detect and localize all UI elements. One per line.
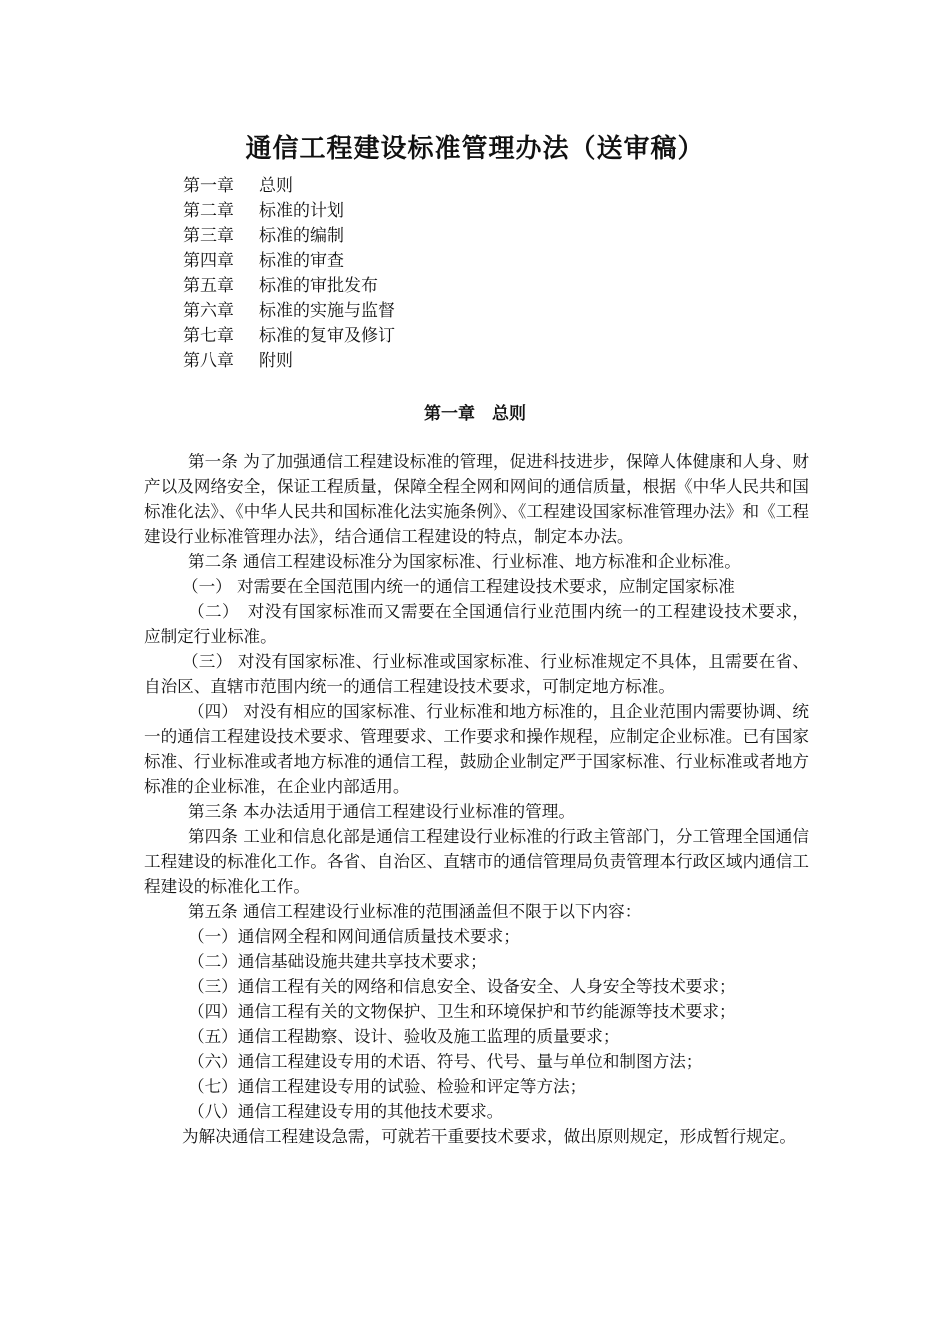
toc-chapter-number: 第七章 bbox=[183, 326, 234, 346]
toc-item bbox=[183, 174, 395, 199]
article-5-paragraph: 第五条 通信工程建设行业标准的范围涵盖但不限于以下内容： bbox=[188, 902, 642, 921]
toc-item bbox=[183, 324, 395, 349]
clause-paragraph: （三） 对没有国家标准、行业标准或国家标准、行业标准规定不具体，且需要在省、自治区、直辖市范围内统一的通信工程建设技术要求，可制定地方标准。 bbox=[144, 652, 809, 696]
toc-chapter-number: 第一章 bbox=[183, 176, 234, 196]
toc-item bbox=[183, 249, 395, 274]
article-4-paragraph: 第四条 工业和信息化部是通信工程建设行业标准的行政主管部门，分工管理全国通信工程建设的标准化工作。各省、自治区、直辖市的通信管理局负责管理本行政区域内通信工程建设的标准化工作。 bbox=[144, 827, 809, 896]
toc-chapter-name: 标准的实施与监督 bbox=[259, 301, 395, 321]
article-2-paragraph: 第二条 通信工程建设标准分为国家标准、行业标准、地方标准和企业标准。 bbox=[188, 552, 741, 571]
list-item: （七）通信工程建设专用的试验、检验和评定等方法； bbox=[188, 1077, 587, 1096]
toc-item bbox=[183, 199, 395, 224]
list-item: （八）通信工程建设专用的其他技术要求。 bbox=[188, 1102, 504, 1121]
toc-chapter-name: 标准的审查 bbox=[259, 251, 344, 271]
chapter-heading: 第一章 总则 bbox=[424, 404, 526, 424]
list-item: （二）通信基础设施共建共享技术要求； bbox=[188, 952, 487, 971]
toc-item bbox=[183, 274, 395, 299]
toc-chapter-name: 标准的审批发布 bbox=[259, 276, 378, 296]
closing-paragraph: 为解决通信工程建设急需，可就若干重要技术要求，做出原则规定，形成暂行规定。 bbox=[182, 1127, 796, 1146]
clause-paragraph: （二） 对没有国家标准而又需要在全国通信行业范围内统一的工程建设技术要求，应制定行业标准。 bbox=[144, 602, 809, 646]
list-item: （三）通信工程有关的网络和信息安全、设备安全、人身安全等技术要求； bbox=[188, 977, 736, 996]
toc-chapter-number: 第六章 bbox=[183, 301, 234, 321]
toc-item bbox=[183, 224, 395, 249]
toc-chapter-name: 标准的复审及修订 bbox=[259, 326, 395, 346]
toc-chapter-number: 第八章 bbox=[183, 351, 234, 371]
toc-chapter-name: 标准的计划 bbox=[259, 201, 344, 221]
clause-paragraph: （四） 对没有相应的国家标准、行业标准和地方标准的，且企业范围内需要协调、统一的通信工程建设技术要求、管理要求、工作要求和操作规程，应制定企业标准。已有国家标准、行业标准或者地方标准的通信工程，鼓励企业制定严于国家标准、行业标准或者地方标准的企业标准，在企业内部适用。 bbox=[144, 702, 809, 796]
toc-item bbox=[183, 299, 395, 324]
list-item: （六）通信工程建设专用的术语、符号、代号、量与单位和制图方法； bbox=[188, 1052, 703, 1071]
document-title: 通信工程建设标准管理办法（送审稿） bbox=[245, 134, 705, 164]
toc-item bbox=[183, 349, 395, 374]
clause-paragraph: （一） 对需要在全国范围内统一的通信工程建设技术要求，应制定国家标准 bbox=[182, 577, 735, 596]
toc-chapter-number: 第五章 bbox=[183, 276, 234, 296]
list-item: （五）通信工程勘察、设计、验收及施工监理的质量要求； bbox=[188, 1027, 620, 1046]
toc-chapter-number: 第二章 bbox=[183, 201, 234, 221]
list-item: （一）通信网全程和网间通信质量技术要求； bbox=[188, 927, 520, 946]
article-1-paragraph: 第一条 为了加强通信工程建设标准的管理，促进科技进步，保障人体健康和人身、财产以及网络安全，保证工程质量，保障全程全网和网间的通信质量，根据《中华人民共和国标准化法》、《中华人民共和国标准化法实施条例》、《工程建设国家标准管理办法》和《工程建设行业标准管理办法》，结合通信工程建设的特点，制定本办法。 bbox=[144, 452, 809, 546]
list-item: （四）通信工程有关的文物保护、卫生和环境保护和节约能源等技术要求； bbox=[188, 1002, 736, 1021]
body-text bbox=[144, 449, 809, 1149]
toc-chapter-name: 附则 bbox=[259, 351, 293, 371]
article-3-paragraph: 第三条 本办法适用于通信工程建设行业标准的管理。 bbox=[188, 802, 575, 821]
toc-chapter-name: 标准的编制 bbox=[259, 226, 344, 246]
table-of-contents bbox=[183, 174, 395, 374]
toc-chapter-number: 第三章 bbox=[183, 226, 234, 246]
toc-chapter-number: 第四章 bbox=[183, 251, 234, 271]
toc-chapter-name: 总则 bbox=[259, 176, 293, 196]
